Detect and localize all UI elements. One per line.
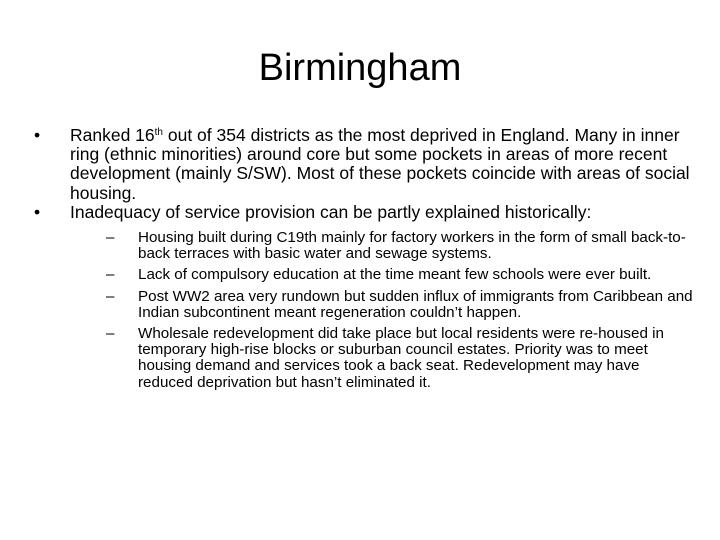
sub-bullet-item (70, 267, 694, 283)
sub-bullet-item (70, 230, 694, 262)
sub-bullet-text: Wholesale redevelopment did take place but local residents were re-housed in temporary high-rise blocks or suburban council estates. Priority was to meet housing demand and services took a back seat. Redevelopment may have reduced deprivation but hasn’t eliminated it. (138, 325, 664, 391)
sub-bullet-text: Housing built during C19th mainly for factory workers in the form of small back-to-back terraces with basic water and sewage systems. (138, 229, 686, 263)
bullet-item (34, 203, 694, 391)
bullet-text-rest: out of 354 districts as the most deprived in England. Many in inner ring (ethnic minorities) around core but some pockets in areas of more recent development (mainly S/SW). Most of these pockets coincide with areas of social housing. (70, 125, 690, 203)
sub-bullet-marker: – (106, 266, 115, 284)
bullet-marker: • (34, 125, 41, 145)
bullet-list (34, 126, 694, 396)
sub-bullet-marker: – (106, 229, 115, 247)
sub-bullet-marker: – (106, 325, 115, 343)
bullet-marker: • (34, 201, 41, 222)
bullet-text-start: Ranked 16 (70, 125, 155, 145)
sub-bullet-marker: – (106, 287, 115, 305)
bullet-item (34, 126, 694, 203)
bullet-text: Inadequacy of service provision can be partly explained historically: (70, 201, 592, 222)
sub-bullet-item (70, 289, 694, 321)
slide-title: Birmingham (258, 47, 462, 89)
ordinal-suffix: th (154, 127, 163, 138)
sub-bullet-text: Lack of compulsory education at the time meant few schools were ever built. (138, 266, 652, 284)
sub-bullet-list (70, 230, 694, 391)
sub-bullet-item (70, 326, 694, 391)
sub-bullet-text: Post WW2 area very rundown but sudden influx of immigrants from Caribbean and Indian subcontinent meant regeneration couldn’t happen. (138, 287, 693, 321)
